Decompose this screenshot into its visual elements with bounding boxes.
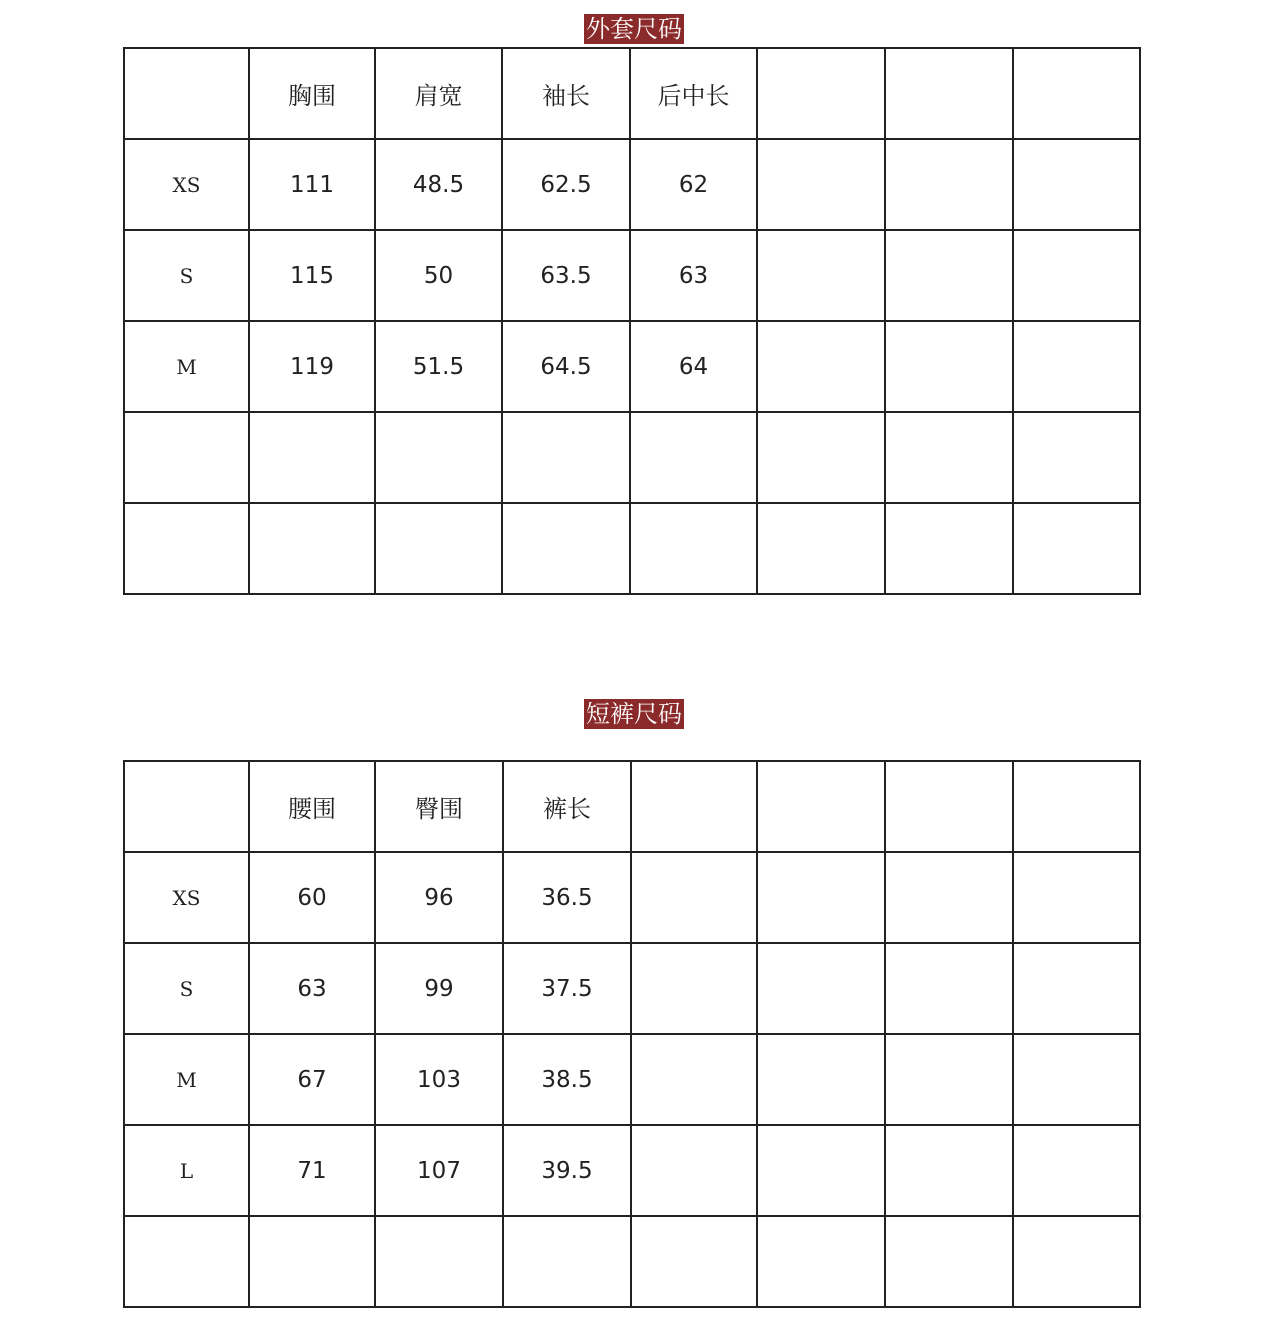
table-cell	[1013, 943, 1140, 1034]
table-cell	[757, 321, 885, 412]
table-cell: 38.5	[503, 1034, 631, 1125]
table-cell: 111	[249, 139, 375, 230]
header-cell	[757, 48, 885, 139]
table-cell: 96	[375, 852, 503, 943]
table-cell	[757, 1125, 885, 1216]
table-cell	[757, 852, 885, 943]
table-cell	[757, 1216, 885, 1307]
table-cell: 103	[375, 1034, 503, 1125]
header-cell	[124, 48, 249, 139]
table-cell	[631, 1216, 757, 1307]
table-header-row	[124, 761, 1140, 852]
header-cell	[757, 761, 885, 852]
table-cell: 119	[249, 321, 375, 412]
table-cell: 64.5	[502, 321, 630, 412]
table-cell: 48.5	[375, 139, 502, 230]
header-cell-shoulder: 肩宽	[375, 48, 502, 139]
table-cell	[885, 852, 1013, 943]
table-cell	[757, 503, 885, 594]
table-cell	[885, 503, 1013, 594]
table-row	[124, 1034, 1140, 1125]
header-cell-length: 裤长	[503, 761, 631, 852]
table-cell	[1013, 1216, 1140, 1307]
table-cell: 62	[630, 139, 757, 230]
table-cell: 39.5	[503, 1125, 631, 1216]
table-cell: 36.5	[503, 852, 631, 943]
size-label-cell: S	[124, 943, 249, 1034]
table-cell	[1013, 1034, 1140, 1125]
table-cell	[503, 1216, 631, 1307]
header-cell	[885, 761, 1013, 852]
table-cell	[1013, 503, 1140, 594]
table-cell	[1013, 321, 1140, 412]
table-cell: 51.5	[375, 321, 502, 412]
table-cell	[757, 1034, 885, 1125]
size-label-cell: M	[124, 1034, 249, 1125]
table-cell: 107	[375, 1125, 503, 1216]
table-cell	[630, 503, 757, 594]
table-cell: 60	[249, 852, 375, 943]
jacket-size-title: 外套尺码	[586, 15, 682, 43]
table-cell	[885, 1034, 1013, 1125]
header-cell-waist: 腰围	[249, 761, 375, 852]
table-cell	[1013, 412, 1140, 503]
table-row	[124, 321, 1140, 412]
table-cell	[885, 412, 1013, 503]
table-cell: 63	[249, 943, 375, 1034]
table-cell	[631, 1125, 757, 1216]
header-cell	[1013, 48, 1140, 139]
table-cell	[1013, 230, 1140, 321]
shorts-size-title: 短裤尺码	[586, 700, 682, 728]
table-header-row	[124, 48, 1140, 139]
size-label-cell	[124, 412, 249, 503]
header-cell-hip: 臀围	[375, 761, 503, 852]
size-label-cell: M	[124, 321, 249, 412]
table-cell	[757, 230, 885, 321]
table-cell	[249, 1216, 375, 1307]
table-cell	[375, 412, 502, 503]
size-label-cell: XS	[124, 852, 249, 943]
header-cell-chest: 胸围	[249, 48, 375, 139]
table-cell: 62.5	[502, 139, 630, 230]
table-cell	[502, 503, 630, 594]
header-cell-sleeve: 袖长	[502, 48, 630, 139]
table-cell: 71	[249, 1125, 375, 1216]
size-label-cell: L	[124, 1125, 249, 1216]
size-label-cell: XS	[124, 139, 249, 230]
header-cell	[631, 761, 757, 852]
table-cell	[631, 943, 757, 1034]
table-cell: 67	[249, 1034, 375, 1125]
shorts-size-table	[123, 760, 1141, 1308]
table-cell	[1013, 1125, 1140, 1216]
table-row	[124, 139, 1140, 230]
table-cell	[757, 943, 885, 1034]
header-cell	[124, 761, 249, 852]
header-cell-back-length: 后中长	[630, 48, 757, 139]
table-cell	[375, 1216, 503, 1307]
table-row	[124, 503, 1140, 594]
table-cell	[885, 943, 1013, 1034]
table-row	[124, 1125, 1140, 1216]
table-cell	[375, 503, 502, 594]
table-cell: 50	[375, 230, 502, 321]
header-cell	[1013, 761, 1140, 852]
table-cell	[249, 503, 375, 594]
header-cell	[885, 48, 1013, 139]
table-cell: 37.5	[503, 943, 631, 1034]
jacket-size-table	[123, 47, 1141, 595]
table-cell	[1013, 139, 1140, 230]
table-row	[124, 1216, 1140, 1307]
table-cell: 63	[630, 230, 757, 321]
size-label-cell	[124, 1216, 249, 1307]
table-cell	[1013, 852, 1140, 943]
table-cell	[757, 139, 885, 230]
table-cell: 99	[375, 943, 503, 1034]
table-row	[124, 852, 1140, 943]
table-row	[124, 943, 1140, 1034]
table-cell	[885, 1125, 1013, 1216]
table-cell	[502, 412, 630, 503]
table-cell	[885, 230, 1013, 321]
table-row	[124, 230, 1140, 321]
size-label-cell: S	[124, 230, 249, 321]
table-cell	[757, 412, 885, 503]
table-cell	[249, 412, 375, 503]
table-cell	[631, 1034, 757, 1125]
table-cell: 64	[630, 321, 757, 412]
table-cell	[885, 321, 1013, 412]
table-cell	[885, 1216, 1013, 1307]
table-row	[124, 412, 1140, 503]
table-cell	[885, 139, 1013, 230]
size-label-cell	[124, 503, 249, 594]
table-cell	[631, 852, 757, 943]
table-cell: 115	[249, 230, 375, 321]
table-cell: 63.5	[502, 230, 630, 321]
table-cell	[630, 412, 757, 503]
